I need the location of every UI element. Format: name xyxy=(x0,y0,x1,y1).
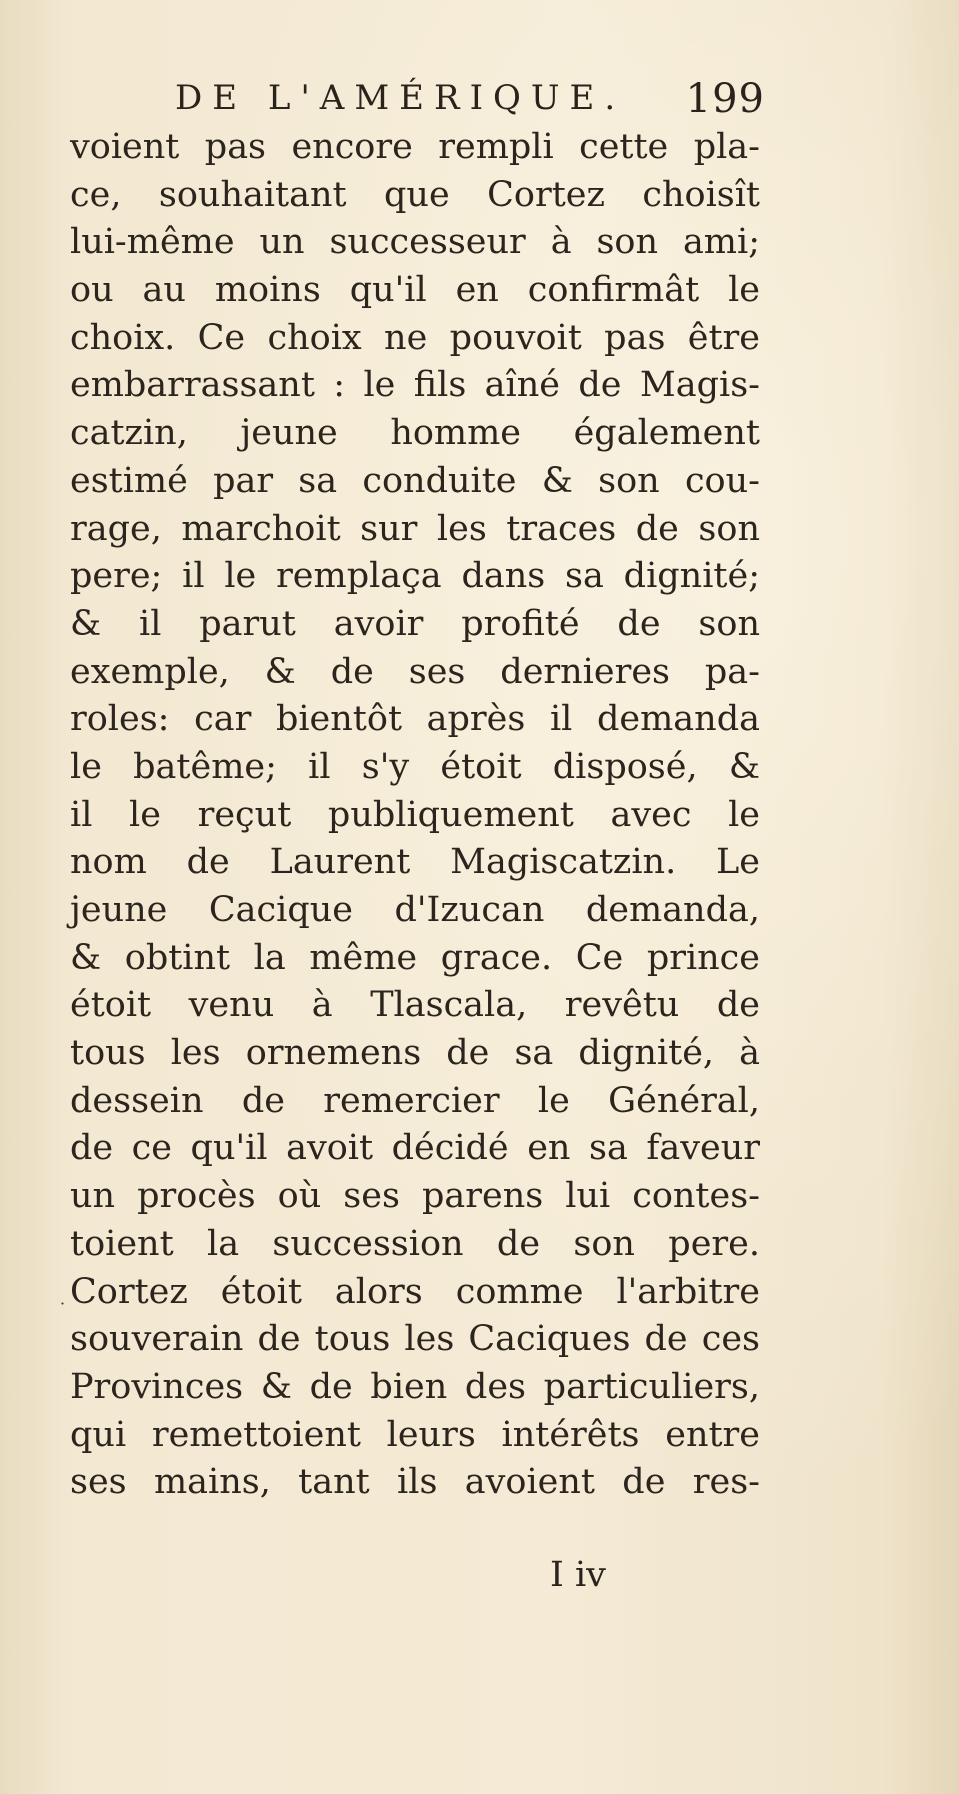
text-line: Cortez étoit alors comme l'arbitre xyxy=(70,1271,760,1312)
text-line: & il parut avoir profité de son xyxy=(70,603,760,644)
text-line: étoit venu à Tlascala, revêtu de xyxy=(70,985,760,1026)
text-line: pere; il le remplaça dans sa dignité; xyxy=(70,556,760,597)
page-number: 199 xyxy=(685,76,765,122)
text-line: lui-même un successeur à son ami; xyxy=(70,222,760,263)
margin-mark: ˙ xyxy=(58,1300,67,1321)
running-head xyxy=(175,76,765,122)
text-line: embarrassant : le fils aîné de Magis- xyxy=(70,365,760,406)
text-line: ce, souhaitant que Cortez choisît xyxy=(70,174,760,215)
text-line: il le reçut publiquement avec le xyxy=(70,794,760,835)
text-line: exemple, & de ses dernieres pa- xyxy=(70,651,760,692)
text-line: ou au moins qu'il en confirmât le xyxy=(70,270,760,311)
text-line: ses mains, tant ils avoient de res- xyxy=(70,1462,760,1503)
text-line: roles: car bientôt après il demanda xyxy=(70,699,760,740)
text-line: toient la succession de son pere. xyxy=(70,1223,760,1264)
text-line: souverain de tous les Caciques de ces xyxy=(70,1319,760,1360)
text-line: voient pas encore rempli cette pla- xyxy=(70,127,760,167)
text-line: rage, marchoit sur les traces de son xyxy=(70,508,760,549)
body-text xyxy=(70,124,760,1507)
text-line: choix. Ce choix ne pouvoit pas être xyxy=(70,317,760,358)
text-line: tous les ornemens de sa dignité, à xyxy=(70,1033,760,1074)
text-line: Provinces & de bien des particuliers, xyxy=(70,1366,760,1407)
text-line: de ce qu'il avoit décidé en sa faveur xyxy=(70,1128,760,1169)
show-through-text xyxy=(809,230,959,370)
text-line: catzin, jeune homme également xyxy=(70,413,760,454)
text-line: jeune Cacique d'Izucan demanda, xyxy=(70,890,760,930)
text-line: estimé par sa conduite & son cou- xyxy=(70,460,760,501)
text-line: qui remettoient leurs intérêts entre xyxy=(70,1414,760,1455)
text-line: dessein de remercier le Général, xyxy=(70,1080,760,1121)
signature-mark: I iv xyxy=(550,1555,606,1595)
text-line: un procès où ses parens lui contes- xyxy=(70,1176,760,1217)
text-line: le batême; il s'y étoit disposé, & xyxy=(70,746,760,787)
running-head-title: DE L'AMÉRIQUE. xyxy=(175,78,626,118)
text-line: nom de Laurent Magiscatzin. Le xyxy=(70,842,760,883)
text-line: & obtint la même grace. Ce prince xyxy=(70,937,760,978)
